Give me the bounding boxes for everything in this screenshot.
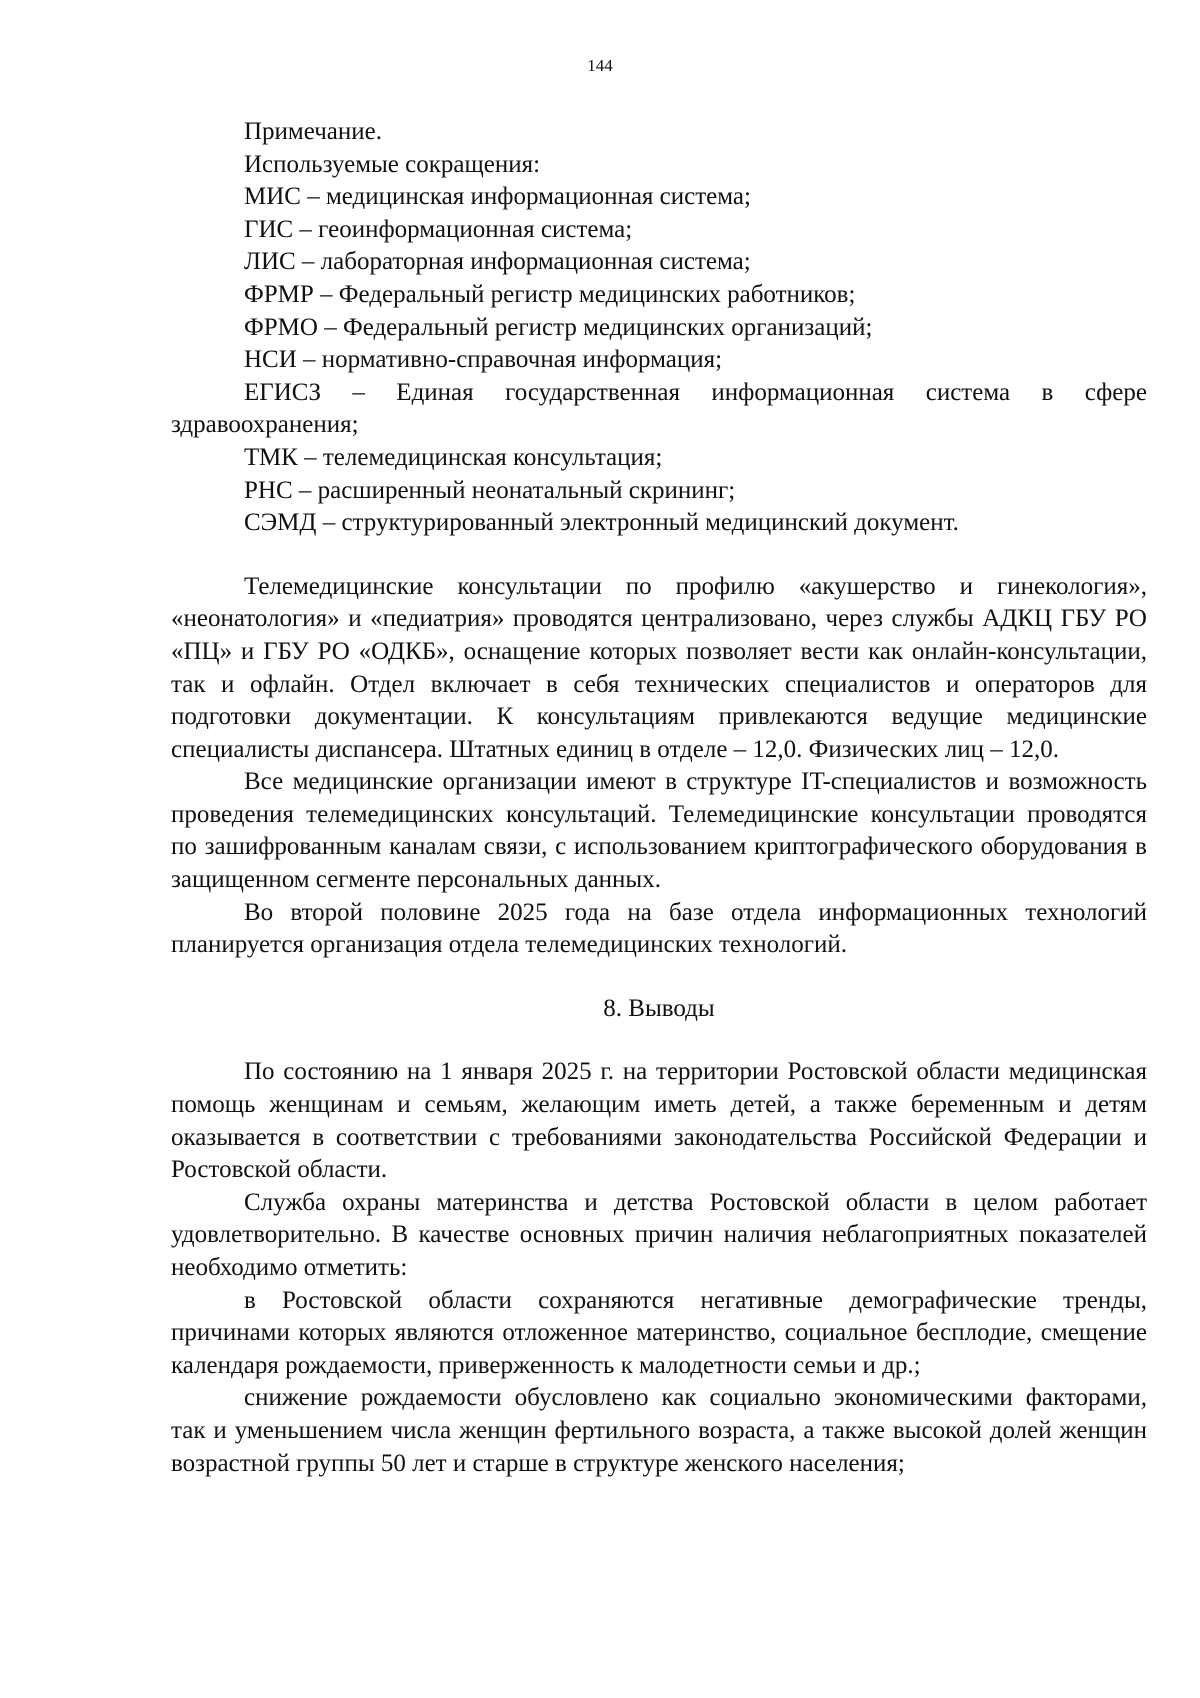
note-title: Примечание. (244, 118, 383, 145)
telemedicine-section (171, 571, 1147, 962)
section-heading: 8. Выводы (603, 994, 715, 1022)
section-spacer (171, 540, 1147, 571)
page-body (171, 116, 1147, 1480)
abbreviation-item: ФРМР – Федеральный регистр медицинских работников; (244, 280, 856, 308)
body-paragraph: По состоянию на 1 января 2025 г. на территории Ростовской области медицинская помощь женщинам и семьям, желающим иметь детей, а также беременным и детям оказывается в соответствии с требованиями законодательства Российской Федерации и Ростовской области. (171, 1058, 1147, 1184)
body-paragraph: Телемедицинские консультации по профилю «акушерство и гинекология», «неонатология» и «педиатрия» проводятся централизовано, через службы АДКЦ ГБУ РО «ПЦ» и ГБУ РО «ОДКБ», оснащение которых позволяет вести как онлайн-консультации, так и офлайн. Отдел включает в себя технических специалистов и операторов для подготовки документации. К консультациям привлекаются ведущие медицинские специалисты диспансера. Штатных единиц в отделе – 12,0. Физических лиц – 12,0. (171, 572, 1147, 763)
abbreviation-item: НСИ – нормативно-справочная информация; (244, 346, 723, 374)
section-spacer (171, 1025, 1147, 1056)
body-paragraph: Служба охраны материнства и детства Ростовской области в целом работает удовлетворительно. В качестве основных причин наличия неблагоприятных показателей необходимо отметить: (171, 1188, 1147, 1281)
abbreviation-item: ТМК – телемедицинская консультация; (244, 443, 663, 471)
body-paragraph: в Ростовской области сохраняются негативные демографические тренды, причинами которых являются отложенное материнство, социальное бесплодие, смещение календаря рождаемости, приверженность к малодетности семьи и др.; (171, 1286, 1147, 1379)
abbreviation-item: ЕГИСЗ – Единая государственная информационная система в сфере здравоохранения; (171, 378, 1147, 439)
conclusions-section (171, 1056, 1147, 1480)
section-spacer (171, 962, 1147, 993)
abbreviation-item: ГИС – геоинформационная система; (244, 215, 633, 243)
page-number: 144 (587, 56, 613, 75)
abbreviation-item: МИС – медицинская информационная система; (244, 183, 751, 211)
body-paragraph: снижение рождаемости обусловлено как социально экономическими факторами, так и уменьшением числа женщин фертильного возраста, а также высокой долей женщин возрастной группы 50 лет и старше в структуре женского населения; (171, 1384, 1147, 1477)
body-paragraph: Все медицинские организации имеют в структуре IT-специалистов и возможность проведения телемедицинских консультаций. Телемедицинские консультации проводятся по зашифрованным каналам связи, с использованием криптографического оборудования в защищенном сегменте персональных данных. (171, 768, 1147, 894)
body-paragraph: Во второй половине 2025 года на базе отдела информационных технологий планируется организация отдела телемедицинских технологий. (171, 898, 1147, 959)
abbreviations-note (171, 116, 1147, 540)
note-intro: Используемые сокращения: (244, 150, 541, 178)
abbreviation-item: ФРМО – Федеральный регистр медицинских организаций; (244, 313, 873, 341)
abbreviation-item: СЭМД – структурированный электронный медицинский документ. (244, 509, 959, 537)
abbreviation-item: РНС – расширенный неонатальный скрининг; (244, 476, 736, 504)
abbreviation-item: ЛИС – лабораторная информационная система; (244, 248, 751, 276)
